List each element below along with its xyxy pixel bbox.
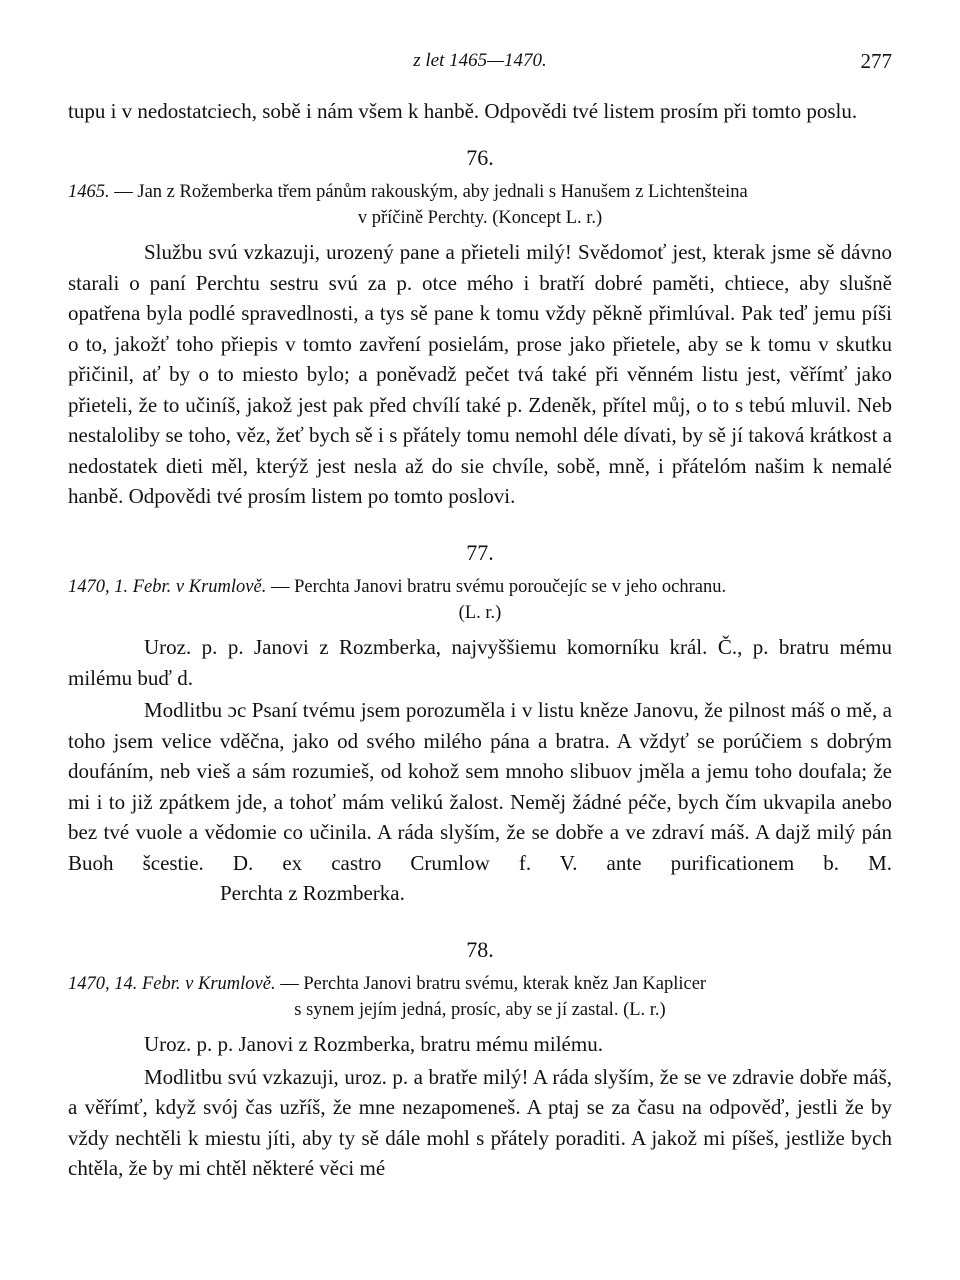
summary-line-1: — Perchta Janovi bratru svému, kterak kněz Jan Kaplicer: [275, 974, 707, 994]
page-body: [68, 96, 892, 1184]
summary-line-2: (L. r.): [458, 603, 502, 623]
summary-line-2: v příčině Perchty. (Koncept L. r.): [357, 208, 603, 228]
letter-76: [68, 143, 892, 512]
letter-signature: Perchta z Rozmberka.: [220, 881, 405, 905]
summary-line-1: — Jan z Rožemberka třem pánům rakouským, aby jednali s Hanušem z Lichtenšteina: [109, 182, 748, 202]
letter-paragraph: Službu svú vzkazuji, urozený pane a přieteli milý! Svědomoť jest, kterak jsme sě dávno starali o paní Perchtu sestru svú za p. otce mého i bratří dobré paměti, chtiece, aby slušně opatřena byla podlé spravedlnosti, a tys sě pane k tomu vždy pěkně přimlúval. Pak teď jemu píši o to, jakožť toho přiepis v tomto zavření posielám, prose jako přietele, aby se k tomu v skutku přičinil, ať by o to miesto bylo; a poněvadž pečet tvá také při věnném listu jest, věřímť jako přieteli, že to učiníš, jakož jest pak před chvílí také p. Zdeněk, přítel můj, o to s tebú mluvil. Neb nestaloliby se toho, věz, žeť bych sě i s přátely tomu nemohl déle dívati, by sě jí taková krátkost a nedostatek dieti měl, kterýž jest nesla až do sie chvíle, sobě, mně, i přátelóm našim k nemalé hanbě. Odpovědi tvé prosím listem po tomto poslovi.: [68, 240, 892, 508]
running-title: z let 1465—1470.: [413, 50, 547, 71]
letter-date: 1470, 14. Febr. v Krumlově.: [68, 974, 276, 994]
letter-77: [68, 538, 892, 909]
continuation-paragraph: tupu i v nedostatciech, sobě i nám všem k hanbě. Odpovědi tvé listem prosím při tomto poslu.: [68, 99, 858, 123]
summary-line-1: — Perchta Janovi bratru svému poroučejíc se v jeho ochranu.: [266, 577, 727, 597]
letter-78: [68, 935, 892, 1184]
summary-line-2: s synem jejím jedná, prosíc, aby se jí zastal. (L. r.): [294, 1000, 666, 1020]
letter-summary: [68, 574, 892, 626]
letter-number: 78.: [466, 936, 494, 962]
page-number: 277: [860, 49, 892, 73]
letter-paragraph-text: Modlitbu ɔc Psaní tvému jsem porozuměla i v listu kněze Janovu, že pilnost máš o mě, a toho jsem velice vděčna, jako od svého milého pána a bratra. A vždyť se porúčiem s dobrým doufáním, neb vieš a sám rozumieš, od kohož sem mnoho slibuov jměla a jemu toho doufala; že mi i to již zpátkem jde, a tohoť mám velikú žalost. Neměj žádné péče, bych čím ukvapila anebo bez tvé vuole a vědomie co učinila. A ráda slyším, že se dobře a ve zdraví máš. A dajž milý pán Buoh šcestie. D. ex castro Crumlow f. V. ante purificationem b. M.: [68, 698, 892, 875]
letter-address: Uroz. p. p. Janovi z Rozmberka, najvyššiemu komorníku král. Č., p. bratru mému milému buď d.: [68, 635, 892, 690]
letter-paragraph: Modlitbu svú vzkazuji, uroz. p. a bratře milý! A ráda slyším, že se ve zdravie dobře máš, a věřímť, když svój čas uzříš, že mne nezapomeneš. A ptaj se za času na odpověď, jestli že by vždy nechtěli k miestu jíti, aby ty sě dále mohl s přátely poraditi. A jakož mi píšeš, jestliže bych chtěla, že by mi chtěl některé věci mé: [68, 1064, 892, 1180]
letter-number: 76.: [466, 144, 494, 170]
letter-summary: [68, 971, 892, 1023]
letter-number: 77.: [466, 539, 494, 565]
letter-date: 1465.: [68, 182, 110, 202]
letter-date: 1470, 1. Febr. v Krumlově.: [68, 577, 267, 597]
page-header: [68, 44, 892, 78]
letter-address: Uroz. p. p. Janovi z Rozmberka, bratru mému milému.: [144, 1032, 603, 1056]
letter-summary: [68, 179, 892, 231]
letter-paragraph: [68, 695, 892, 909]
